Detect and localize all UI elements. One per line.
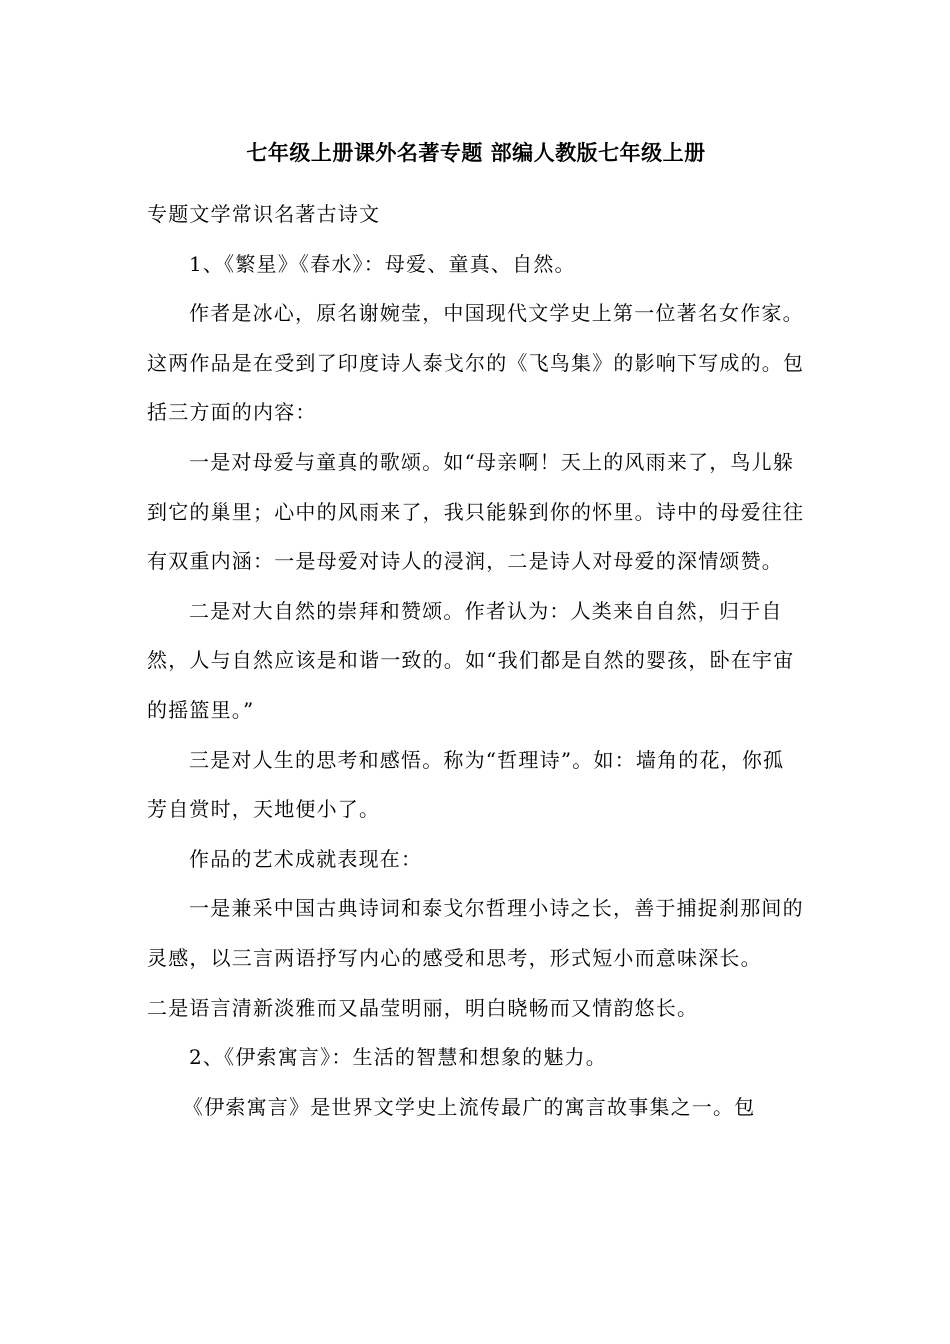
section-heading-2: 2、《伊索寓言》：生活的智慧和想象的魅力。 xyxy=(189,1045,607,1070)
subtitle-line: 专题文学常识名著古诗文 xyxy=(147,202,381,226)
paragraph-author-intro: 作者是冰心，原名谢婉莹，中国现代文学史上第一位著名女作家。这两作品是在受到了印度诗人泰戈尔的《飞鸟集》的影响下写成的。包括三方面的内容： xyxy=(147,301,805,425)
paragraph-art-achievement: 作品的艺术成就表现在： xyxy=(189,846,423,871)
paragraph-aesop-intro: 《伊索寓言》是世界文学史上流传最广的寓言故事集之一。包 xyxy=(183,1094,756,1119)
document-title: 七年级上册课外名著专题 部编人教版七年级上册 xyxy=(246,141,706,165)
paragraph-nature: 二是对大自然的崇拜和赞颂。作者认为：人类来自自然，归于自然，人与自然应该是和谐一致的。如“我们都是自然的婴孩，卧在宇宙的摇篮里。” xyxy=(147,598,795,722)
paragraph-art-point-2: 二是语言清新淡雅而又晶莹明丽，明白晓畅而又情韵悠长。 xyxy=(147,995,699,1020)
paragraph-art-point-1: 一是兼采中国古典诗词和泰戈尔哲理小诗之长，善于捕捉刹那间的灵感，以三言两语抒写内心的感受和思考，形式短小而意味深长。 xyxy=(147,896,804,970)
paragraph-motherly-love: 一是对母爱与童真的歌颂。如“母亲啊！天上的风雨来了，鸟儿躲到它的巢里；心中的风雨来了，我只能躲到你的怀里。诗中的母爱往往有双重内涵：一是母爱对诗人的浸润，二是诗人对母爱的深情颂赞。 xyxy=(147,449,805,574)
section-heading-1: 1、《繁星》《春水》：母爱、童真、自然。 xyxy=(189,251,576,276)
paragraph-philosophy: 三是对人生的思考和感悟。称为“哲理诗”。如：墙角的花，你孤芳自赏时，天地便小了。 xyxy=(147,747,785,822)
